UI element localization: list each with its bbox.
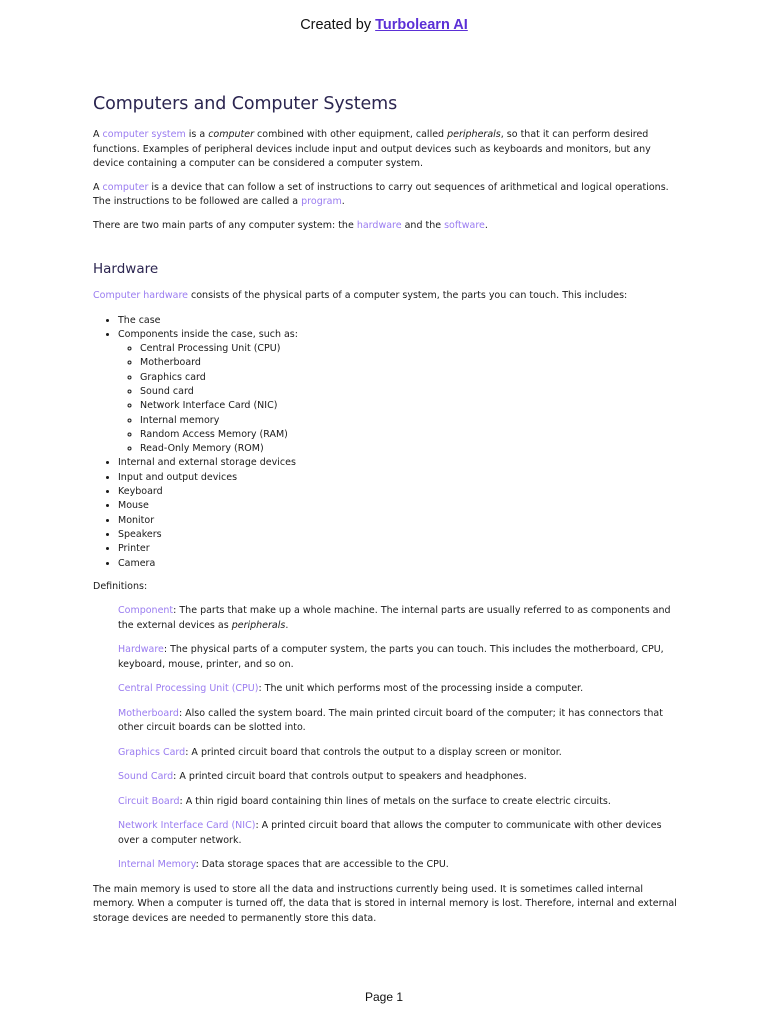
definition-item: Internal Memory: Data storage spaces that are accessible to the CPU. [118, 859, 449, 871]
sublist-item: ◦ Motherboard [140, 356, 679, 370]
list-item: • Speakers [118, 528, 679, 542]
definitions-block [93, 604, 679, 873]
list-item: • Mouse [118, 499, 679, 513]
definition-term[interactable]: Internal Memory [118, 859, 196, 871]
page-header [0, 17, 768, 33]
definition-term[interactable]: Network Interface Card (NIC) [118, 820, 256, 832]
sublist-item: ◦ Network Interface Card (NIC) [140, 399, 679, 413]
term-link-program[interactable]: program [301, 196, 342, 207]
definition-item: Motherboard: Also called the system board. The main printed circuit board of the computer; it has connectors that other circuit boards can be slotted into. [118, 707, 663, 734]
page-number: Page 1 [364, 990, 404, 1004]
term-link-computer[interactable]: computer [102, 181, 149, 193]
intro-paragraph-2: A computer is a device that can follow a set of instructions to carry out sequences of arithmetical and logical operations. The instructions to be followed are called a program. [93, 181, 669, 207]
term-link-software[interactable]: software [444, 219, 485, 231]
definition-term[interactable]: Graphics Card [118, 746, 186, 758]
definition-item: Component: The parts that make up a whole machine. The internal parts are usually referred to as components and the external devices as peripherals. [118, 605, 671, 631]
definition-item: Circuit Board: A thin rigid board containing thin lines of metals on the surface to create electric circuits. [118, 795, 611, 807]
closing-paragraph: The main memory is used to store all the data and instructions currently being used. It is sometimes called internal memory. When a computer is turned off, the data that is stored in internal memory is lost. Therefore, internal and external storage devices are needed to permanently store this data. [93, 883, 677, 924]
definition-term[interactable]: Component [118, 605, 174, 617]
definition-term[interactable]: Circuit Board [118, 795, 180, 807]
list-item: • Input and output devices [118, 471, 679, 485]
document-content [93, 94, 679, 935]
definition-term[interactable]: Motherboard [118, 707, 179, 719]
sublist-item: ◦ Sound card [140, 385, 679, 399]
hardware-intro: Computer hardware consists of the physical parts of a computer system, the parts you can touch. This includes: [93, 290, 628, 301]
definition-item: Hardware: The physical parts of a computer system, the parts you can touch. This includes the motherboard, CPU, keyboard, mouse, printer, and so on. [118, 644, 664, 670]
term-link-computer-hardware[interactable]: Computer hardware [93, 290, 188, 301]
page-title: Computers and Computer Systems [93, 94, 398, 114]
list-item: • Components inside the case, such as: ◦ Central Processing Unit (CPU) ◦ Motherboard ◦ Graphics card ◦ Sound card ◦ Network Interface Card (NIC) ◦ Internal memory ◦ Random Access Memory (RAM) ◦ Read-Only Memory (ROM) [118, 328, 679, 457]
list-item: • Camera [118, 557, 679, 571]
term-link-hardware[interactable]: hardware [356, 219, 402, 231]
section-heading-hardware: Hardware [93, 261, 159, 277]
list-item: • Monitor [118, 514, 679, 528]
components-sublist [118, 342, 679, 456]
sublist-item: ◦ Read-Only Memory (ROM) [140, 442, 679, 456]
term-link-computer-system[interactable]: computer system [102, 129, 186, 140]
intro-paragraph-3: There are two main parts of any computer system: the hardware and the software. [93, 219, 488, 231]
list-item: • Keyboard [118, 485, 679, 499]
sublist-item: ◦ Central Processing Unit (CPU) [140, 342, 679, 356]
definition-item: Network Interface Card (NIC): A printed circuit board that allows the computer to communicate with other devices over a computer network. [118, 820, 662, 846]
hardware-list [93, 314, 679, 571]
definition-term[interactable]: Central Processing Unit (CPU) [118, 683, 259, 695]
definitions-label: Definitions: [93, 580, 148, 592]
list-item: • Internal and external storage devices [118, 456, 679, 470]
intro-paragraph-1: A computer system is a computer combined with other equipment, called peripherals, so that it can perform desired functions. Examples of peripheral devices include input and output devices such as keyboards and monitors, but any device containing a computer can be considered a computer system. [93, 129, 651, 169]
brand-link[interactable]: Turbolearn AI [375, 17, 468, 33]
definition-term[interactable]: Hardware [118, 644, 164, 656]
sublist-item: ◦ Graphics card [140, 371, 679, 385]
list-item: • The case [118, 314, 679, 328]
sublist-item: ◦ Internal memory [140, 414, 679, 428]
definition-item: Sound Card: A printed circuit board that controls output to speakers and headphones. [118, 771, 527, 783]
sublist-item: ◦ Random Access Memory (RAM) [140, 428, 679, 442]
created-by-label: Created by [300, 17, 372, 33]
definition-item: Graphics Card: A printed circuit board that controls the output to a display screen or monitor. [118, 746, 562, 758]
definition-term[interactable]: Sound Card [118, 771, 174, 783]
list-item: • Printer [118, 542, 679, 556]
definition-item: Central Processing Unit (CPU): The unit which performs most of the processing inside a computer. [118, 683, 584, 695]
